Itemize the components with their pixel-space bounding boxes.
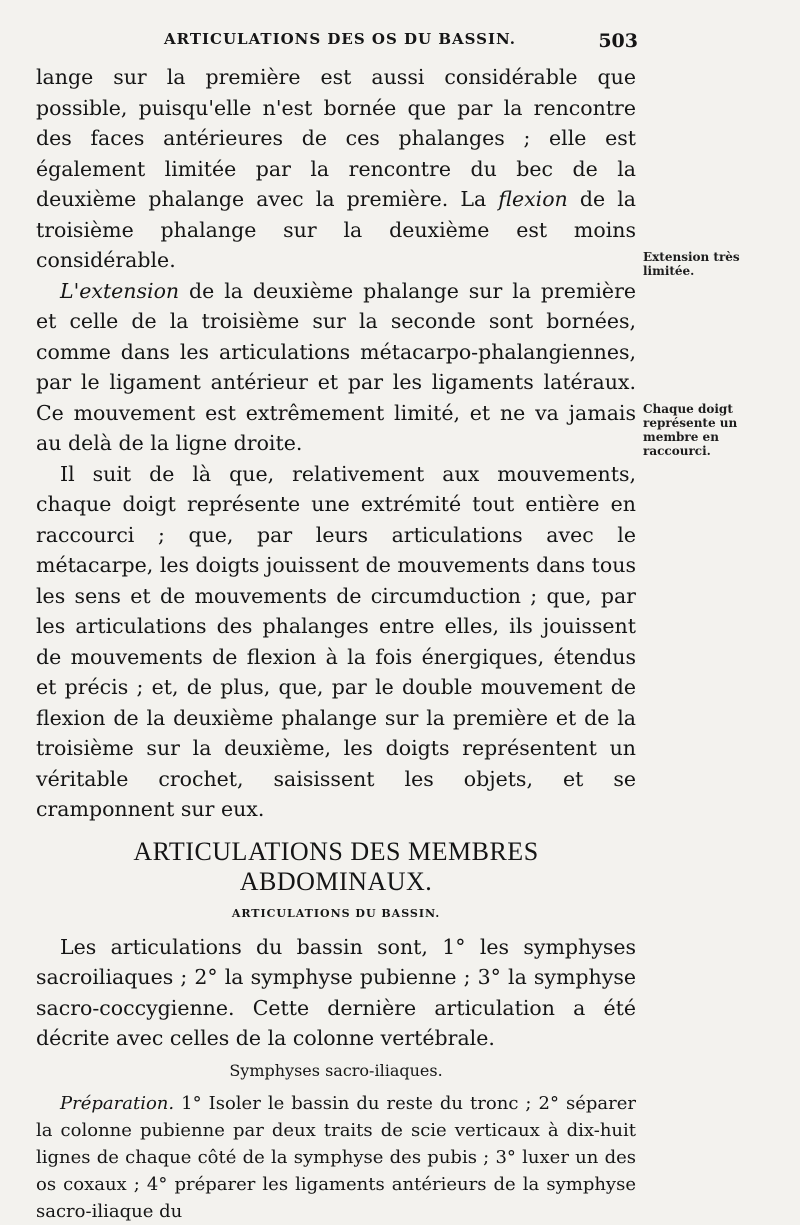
paragraph-5-text: 1° Isoler le bassin du reste du tronc ; 2° séparer la colonne pubienne par deux traits de scie verticaux à dix-huit lignes de chaque côté de la symphyse des pubis ; 3° luxer un des os coxaux ; 4° préparer les ligaments antérieurs de la symphyse sacro-iliaque du: [36, 1092, 636, 1222]
main-text: [36, 62, 636, 1225]
paragraph-2: [36, 276, 636, 459]
paragraph-3: Il suit de là que, relativement aux mouvements, chaque doigt représente une extrémité tout entière en raccourci ; que, par leurs articulations avec le métacarpe, les doigts jouissent de mouvements dans tous les sens et de mouvements de circumduction ; que, par les articulations des phalanges entre elles, ils jouissent de mouvements de flexion à la fois énergiques, étendus et précis ; et, de plus, que, par le double mouvement de flexion de la deuxième phalange sur la première et de la troisième sur la deuxième, les doigts représentent un véritable crochet, saisissent les objets, et se cramponnent sur eux.: [36, 461, 636, 821]
paragraph-4: Les articulations du bassin sont, 1° les symphyses sacroiliaques ; 2° la symphyse pubienne ; 3° la symphyse sacro-coccygienne. Cette dernière articulation a été décrite avec celles de la colonne vertébrale.: [36, 934, 636, 1050]
sidenote-doigt: Chaque doigt représente un membre en raccourci.: [643, 402, 738, 458]
paragraph-2-italic: L'extension: [60, 278, 180, 303]
paragraph-5: [36, 1090, 636, 1225]
paragraph-1-end: de la troisième phalange sur la deuxième est moins considérable.: [36, 187, 636, 272]
section-heading: ARTICULATIONS DES MEMBRES ABDOMINAUX.: [133, 836, 539, 896]
paragraph-1: [36, 62, 636, 276]
sidenote-extension: Extension très limitée.: [643, 250, 740, 278]
running-title: ARTICULATIONS DES OS DU BASSIN.: [164, 30, 516, 48]
running-head: [40, 30, 640, 58]
paragraph-5-italic: Préparation.: [60, 1092, 175, 1114]
paragraph-1-italic: flexion: [498, 187, 568, 211]
subsection-heading: ARTICULATIONS DU BASSIN.: [231, 906, 441, 920]
paragraph-1-text: lange sur la première est aussi considérable que possible, puisqu'elle n'est bornée que par la rencontre des faces antérieures de ces phalanges ; elle est également limitée par la rencontre du bec de la deuxième phalange avec la première. La: [36, 65, 636, 211]
paragraph-2-text: de la deuxième phalange sur la première et celle de la troisième sur la seconde sont bornées, comme dans les articulations métacarpo-phalangiennes, par le ligament antérieur et par les ligaments latéraux. Ce mouvement est extrêmement limité, et ne va jamais au delà de la ligne droite.: [36, 278, 636, 455]
page-number: 503: [598, 30, 638, 52]
subsubsection-heading: Symphyses sacro-iliaques.: [229, 1060, 443, 1080]
